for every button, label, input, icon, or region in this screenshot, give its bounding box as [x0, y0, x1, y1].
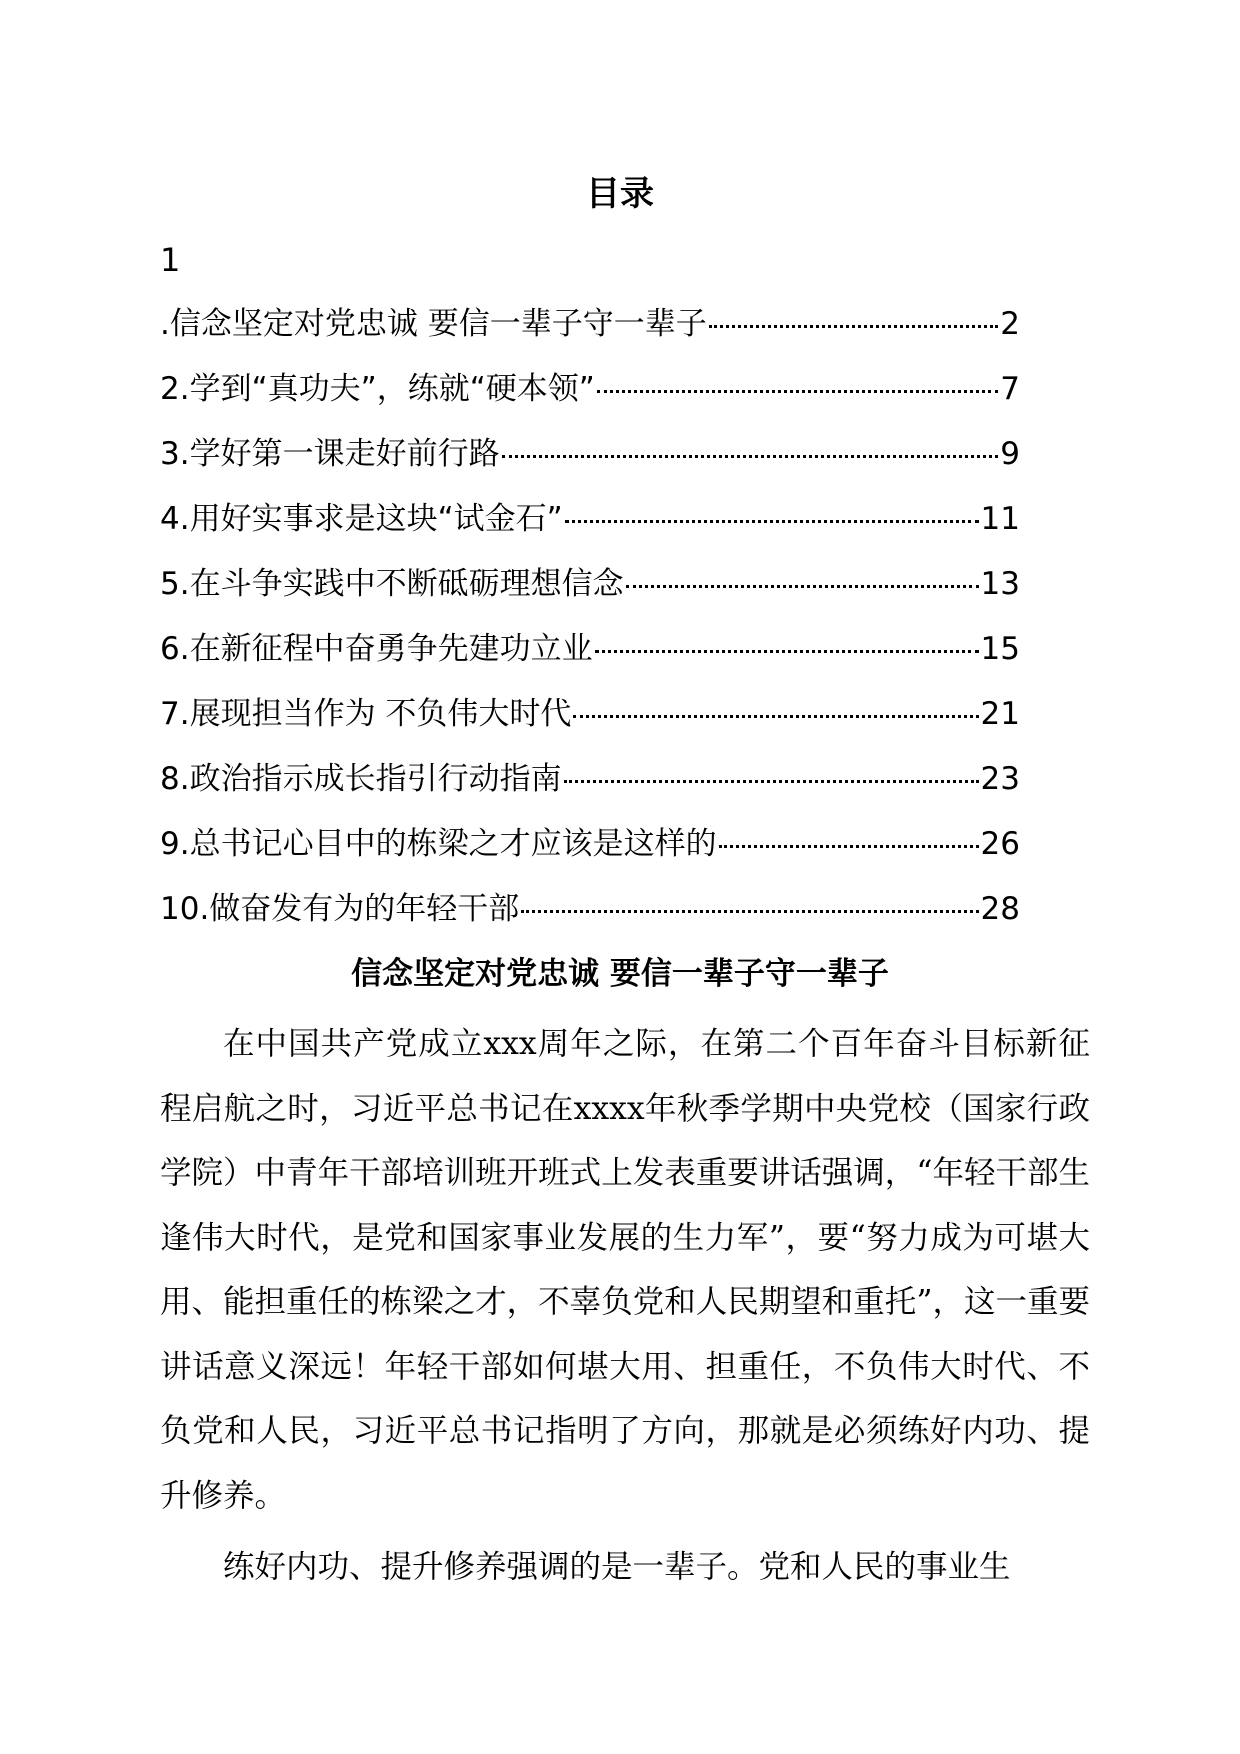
toc-entry-page: 7 — [1000, 371, 1020, 407]
toc-entry-page: 15 — [980, 631, 1020, 667]
toc-leader-dots — [626, 585, 979, 588]
toc-entry-page: 28 — [980, 891, 1020, 927]
toc-entry[interactable] — [160, 887, 1020, 952]
toc-entry-title: 6.在新征程中奋勇争先建功立业 — [160, 631, 593, 667]
toc-entry[interactable] — [160, 562, 1020, 627]
toc-entry[interactable] — [160, 367, 1020, 432]
toc-entry[interactable] — [160, 302, 1020, 367]
article-paragraph: 在中国共产党成立xxx周年之际，在第二个百年奋斗目标新征程启航之时，习近平总书记在xxxx年秋季学期中央党校（国家行政学院）中青年干部培训班开班式上发表重要讲话强调，“年轻干部生逢伟大时代，是党和国家事业发展的生力军”，要“努力成为可堪大用、能担重任的栋梁之才，不辜负党和人民期望和重托”，这一重要讲话意义深远！年轻干部如何堪大用、担重任，不负伟大时代、不负党和人民，习近平总书记指明了方向，那就是必须练好内功、提升修养。 — [160, 1026, 1090, 1514]
toc-number-line: 1 — [160, 241, 181, 279]
toc-entry-title: 2.学到“真功夫”，练就“硬本领” — [160, 371, 595, 407]
toc-entry[interactable] — [160, 757, 1020, 822]
toc-entry[interactable] — [160, 822, 1020, 887]
toc-entry[interactable] — [160, 432, 1020, 497]
toc-leader-dots — [502, 455, 999, 458]
toc-entry-title: 3.学好第一课走好前行路 — [160, 436, 500, 472]
toc-leader-dots — [595, 650, 979, 653]
toc-leader-dots — [565, 520, 979, 523]
toc-entry-title: 9.总书记心目中的栋梁之才应该是这样的 — [160, 826, 717, 862]
toc-entry[interactable] — [160, 692, 1020, 757]
toc-entry-page: 21 — [980, 696, 1020, 732]
toc-entry[interactable] — [160, 497, 1020, 562]
toc-entry-title: 5.在斗争实践中不断砥砺理想信念 — [160, 566, 624, 602]
toc-entry-title: .信念坚定对党忠诚 要信一辈子守一辈子 — [160, 306, 707, 342]
toc-list — [160, 302, 1020, 952]
article-body — [160, 1012, 1090, 1607]
toc-entry-title: 4.用好实事求是这块“试金石” — [160, 501, 563, 537]
toc-entry-page: 23 — [980, 761, 1020, 797]
article-title: 信念坚定对党忠诚 要信一辈子守一辈子 — [351, 956, 889, 992]
toc-entry-page: 11 — [980, 501, 1020, 537]
toc-leader-dots — [573, 715, 978, 718]
toc-entry-page: 2 — [1000, 306, 1020, 342]
toc-entry-title: 7.展现担当作为 不负伟大时代 — [160, 696, 572, 732]
toc-entry-title: 8.政治指示成长指引行动指南 — [160, 761, 562, 797]
toc-entry-page: 26 — [980, 826, 1020, 862]
toc-leader-dots — [521, 910, 978, 913]
article-paragraph: 练好内功、提升修养强调的是一辈子。党和人民的事业生 — [223, 1549, 1011, 1585]
toc-leader-dots — [709, 325, 999, 328]
toc-entry-page: 9 — [1000, 436, 1020, 472]
toc-leader-dots — [719, 845, 979, 848]
toc-leader-dots — [597, 390, 998, 393]
toc-entry[interactable] — [160, 627, 1020, 692]
toc-leader-dots — [564, 780, 979, 783]
toc-entry-title: 10.做奋发有为的年轻干部 — [160, 891, 520, 927]
toc-entry-page: 13 — [980, 566, 1020, 602]
toc-title: 目录 — [586, 174, 654, 214]
